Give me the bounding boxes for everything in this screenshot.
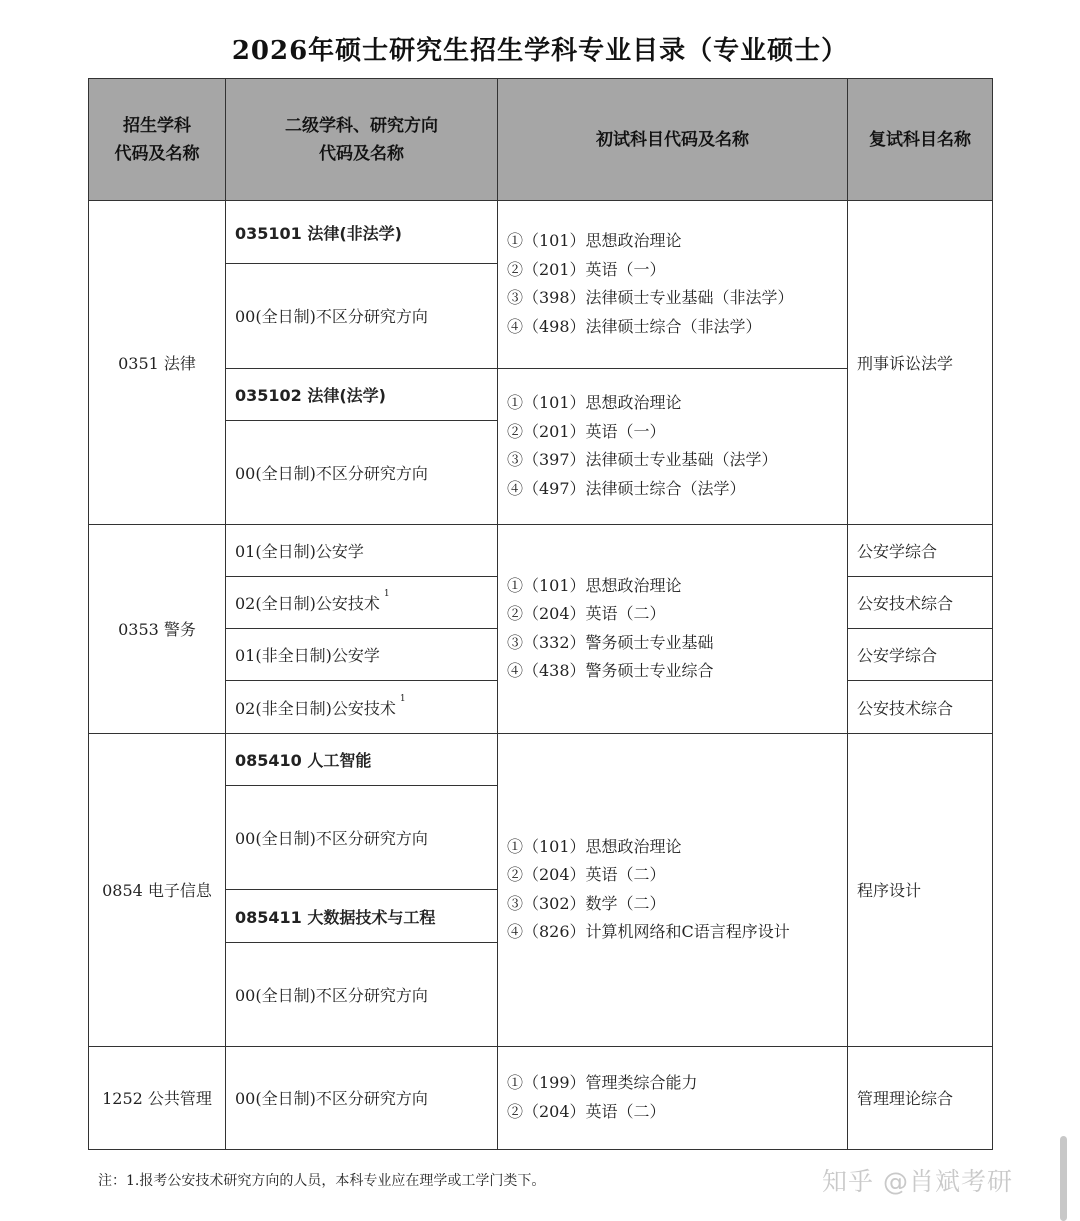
watermark: 知乎 @肖斌考研 — [822, 1167, 1013, 1196]
direction-bigdata: 00(全日制)不区分研究方向 — [226, 942, 498, 1046]
retest-law: 刑事诉讼法学 — [848, 201, 993, 525]
direction-police-1: 01(全日制)公安学 — [226, 524, 498, 576]
sub-title-bigdata: 085411 大数据技术与工程 — [226, 890, 498, 942]
header-row — [89, 79, 993, 201]
footnote: 注：1.报考公安技术研究方向的人员，本科专业应在理学或工学门类下。 — [98, 1173, 546, 1189]
direction-law-nonlaw: 00(全日制)不区分研究方向 — [226, 264, 498, 368]
direction-police-2: 02(全日制)公安技术 $^1$ — [226, 576, 498, 628]
table-row — [89, 1046, 993, 1149]
header-discipline: 招生学科 代码及名称 — [89, 79, 226, 201]
retest-police-3: 公安学综合 — [848, 628, 993, 680]
header-exam: 初试科目代码及名称 — [498, 79, 848, 201]
retest-police-2: 公安技术综合 — [848, 576, 993, 628]
catalog-table — [88, 78, 993, 1150]
table-row — [89, 734, 993, 786]
sub-title-law-nonlaw: 035101 法律(非法学) — [226, 201, 498, 264]
exam-list-law-nonlaw: ①（101）思想政治理论 ②（201）英语（一） ③（398）法律硕士专业基础（非法学） ④（498）法律硕士综合（非法学） — [498, 201, 848, 368]
retest-police-4: 公安技术综合 — [848, 681, 993, 734]
direction-ai: 00(全日制)不区分研究方向 — [226, 786, 498, 890]
retest-police-1: 公安学综合 — [848, 524, 993, 576]
discipline-eit: 0854 电子信息 — [89, 734, 226, 1047]
direction-police-3: 01(非全日制)公安学 — [226, 628, 498, 680]
table-row — [89, 201, 993, 264]
table-row — [89, 524, 993, 576]
direction-law-law: 00(全日制)不区分研究方向 — [226, 420, 498, 524]
discipline-law: 0351 法律 — [89, 201, 226, 525]
exam-list-pa: ①（199）管理类综合能力 ②（204）英语（二） — [498, 1046, 848, 1149]
footnote-ref: 1 — [399, 693, 406, 704]
footnote-ref: 1 — [383, 588, 390, 599]
header-retest: 复试科目名称 — [848, 79, 993, 201]
exam-list-eit: ①（101）思想政治理论 ②（204）英语（二） ③（302）数学（二） ④（826）计算机网络和C语言程序设计 — [498, 734, 848, 1047]
retest-pa: 管理理论综合 — [848, 1046, 993, 1149]
sub-title-ai: 085410 人工智能 — [226, 734, 498, 786]
header-subdiscipline: 二级学科、研究方向 代码及名称 — [226, 79, 498, 201]
direction-pa: 00(全日制)不区分研究方向 — [226, 1046, 498, 1149]
sub-title-law-law: 035102 法律(法学) — [226, 368, 498, 420]
scrollbar-thumb[interactable] — [1060, 1136, 1067, 1221]
exam-list-law-law: ①（101）思想政治理论 ②（201）英语（一） ③（397）法律硕士专业基础（法学） ④（497）法律硕士综合（法学） — [498, 368, 848, 524]
page-title: 2026年硕士研究生招生学科专业目录（专业硕士） — [231, 36, 849, 66]
retest-eit: 程序设计 — [848, 734, 993, 1047]
discipline-police: 0353 警务 — [89, 524, 226, 733]
exam-list-police: ①（101）思想政治理论 ②（204）英语（二） ③（332）警务硕士专业基础 ④（438）警务硕士专业综合 — [498, 524, 848, 733]
direction-police-4: 02(非全日制)公安技术 $^1$ — [226, 681, 498, 734]
discipline-pa: 1252 公共管理 — [89, 1046, 226, 1149]
